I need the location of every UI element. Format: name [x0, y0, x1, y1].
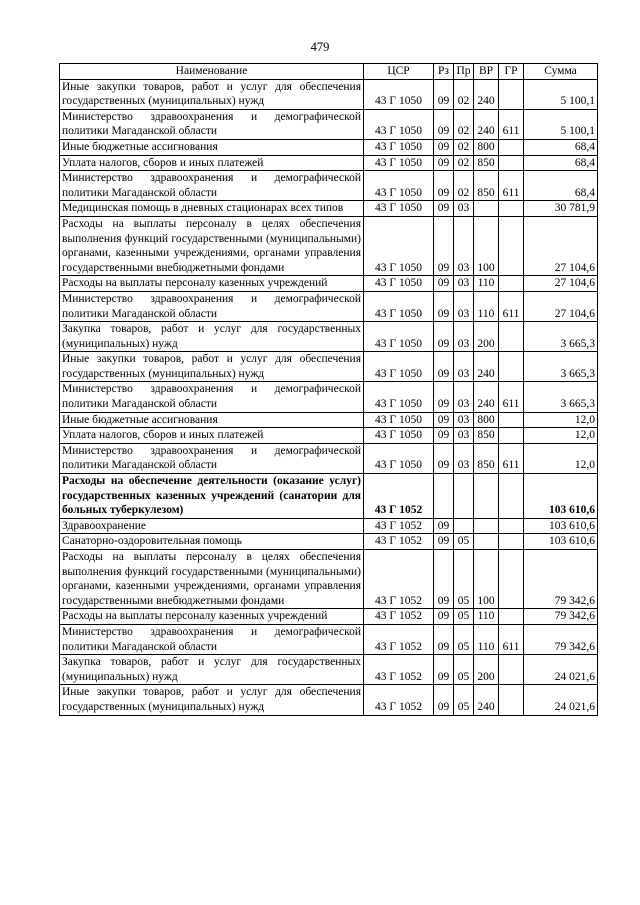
- row-sum: 79 342,6: [524, 609, 598, 625]
- row-name: Министерство здравоохранения и демографической политики Магаданской области: [60, 171, 364, 201]
- row-pr: 03: [454, 352, 474, 382]
- row-gr: [499, 155, 524, 171]
- row-sum: 24 021,6: [524, 685, 598, 715]
- row-csr: 43 Г 1052: [364, 534, 434, 550]
- row-pr: 03: [454, 276, 474, 292]
- row-vr: 240: [474, 685, 499, 715]
- row-sum: 12,0: [524, 443, 598, 473]
- header-name: Наименование: [60, 64, 364, 80]
- row-vr: 850: [474, 428, 499, 444]
- row-vr: 110: [474, 276, 499, 292]
- row-pr: 03: [454, 428, 474, 444]
- row-gr: 611: [499, 624, 524, 654]
- row-sum: 103 610,6: [524, 518, 598, 534]
- row-pr: [454, 518, 474, 534]
- table-row: [60, 352, 598, 382]
- row-pr: 03: [454, 216, 474, 275]
- row-gr: [499, 412, 524, 428]
- row-pr: 02: [454, 109, 474, 139]
- row-sum: 68,4: [524, 155, 598, 171]
- row-rz: 09: [434, 291, 454, 321]
- row-pr: 05: [454, 609, 474, 625]
- row-rz: 09: [434, 609, 454, 625]
- row-vr: 850: [474, 443, 499, 473]
- row-csr: 43 Г 1050: [364, 216, 434, 275]
- row-rz: 09: [434, 550, 454, 609]
- row-sum: 79 342,6: [524, 550, 598, 609]
- row-gr: [499, 609, 524, 625]
- table-row: [60, 534, 598, 550]
- row-rz: 09: [434, 216, 454, 275]
- table-row: [60, 109, 598, 139]
- row-gr: 611: [499, 171, 524, 201]
- row-pr: 05: [454, 655, 474, 685]
- row-rz: 09: [434, 624, 454, 654]
- row-vr: 200: [474, 322, 499, 352]
- row-name: Иные бюджетные ассигнования: [60, 139, 364, 155]
- row-vr: 110: [474, 609, 499, 625]
- row-sum: 27 104,6: [524, 291, 598, 321]
- row-gr: [499, 79, 524, 109]
- row-sum: 27 104,6: [524, 216, 598, 275]
- table-row: [60, 322, 598, 352]
- row-pr: 03: [454, 201, 474, 217]
- row-sum: 79 342,6: [524, 624, 598, 654]
- row-name: Расходы на обеспечение деятельности (оказание услуг) государственных казенных учреждений (санатории для больных туберкулезом): [60, 474, 364, 519]
- row-rz: 09: [434, 155, 454, 171]
- row-csr: 43 Г 1050: [364, 352, 434, 382]
- row-pr: 03: [454, 322, 474, 352]
- row-pr: 02: [454, 139, 474, 155]
- row-gr: [499, 550, 524, 609]
- row-gr: [499, 428, 524, 444]
- row-csr: 43 Г 1050: [364, 276, 434, 292]
- row-pr: 03: [454, 382, 474, 412]
- row-sum: 5 100,1: [524, 109, 598, 139]
- row-gr: [499, 655, 524, 685]
- table-row: [60, 609, 598, 625]
- row-name: Министерство здравоохранения и демографической политики Магаданской области: [60, 382, 364, 412]
- row-gr: [499, 139, 524, 155]
- row-csr: 43 Г 1050: [364, 171, 434, 201]
- row-name: Иные закупки товаров, работ и услуг для обеспечения государственных (муниципальных) нужд: [60, 79, 364, 109]
- row-pr: 02: [454, 79, 474, 109]
- row-pr: 02: [454, 171, 474, 201]
- row-name: Расходы на выплаты персоналу в целях обеспечения выполнения функций государственными (муниципальными) органами, казенными учреждениями, органами управления государственными внебюджетными фондами: [60, 216, 364, 275]
- row-gr: [499, 474, 524, 519]
- row-name: Уплата налогов, сборов и иных платежей: [60, 428, 364, 444]
- row-pr: 03: [454, 443, 474, 473]
- table-row: [60, 428, 598, 444]
- row-csr: 43 Г 1052: [364, 550, 434, 609]
- row-sum: 3 665,3: [524, 322, 598, 352]
- row-sum: 103 610,6: [524, 534, 598, 550]
- row-rz: [434, 474, 454, 519]
- row-vr: 110: [474, 624, 499, 654]
- row-csr: 43 Г 1050: [364, 139, 434, 155]
- row-name: Расходы на выплаты персоналу в целях обеспечения выполнения функций государственными (муниципальными) органами, казенными учреждениями, органами управления государственными внебюджетными фондами: [60, 550, 364, 609]
- table-row: [60, 443, 598, 473]
- row-vr: [474, 201, 499, 217]
- header-rz: Рз: [434, 64, 454, 80]
- row-rz: 09: [434, 201, 454, 217]
- row-vr: 800: [474, 412, 499, 428]
- table-row: [60, 291, 598, 321]
- row-name: Министерство здравоохранения и демографической политики Магаданской области: [60, 291, 364, 321]
- row-vr: 110: [474, 291, 499, 321]
- row-pr: 03: [454, 291, 474, 321]
- row-vr: 850: [474, 155, 499, 171]
- row-vr: 240: [474, 382, 499, 412]
- row-rz: 09: [434, 322, 454, 352]
- row-name: Министерство здравоохранения и демографической политики Магаданской области: [60, 109, 364, 139]
- row-gr: 611: [499, 109, 524, 139]
- row-csr: 43 Г 1050: [364, 412, 434, 428]
- header-row: [60, 64, 598, 80]
- table-row: [60, 79, 598, 109]
- row-csr: 43 Г 1050: [364, 155, 434, 171]
- row-csr: 43 Г 1052: [364, 685, 434, 715]
- row-vr: 100: [474, 216, 499, 275]
- row-pr: 05: [454, 685, 474, 715]
- row-rz: 09: [434, 534, 454, 550]
- row-name: Иные закупки товаров, работ и услуг для обеспечения государственных (муниципальных) нужд: [60, 685, 364, 715]
- row-vr: 200: [474, 655, 499, 685]
- row-rz: 09: [434, 428, 454, 444]
- header-pr: Пр: [454, 64, 474, 80]
- row-csr: 43 Г 1052: [364, 624, 434, 654]
- row-vr: 240: [474, 79, 499, 109]
- row-csr: 43 Г 1050: [364, 291, 434, 321]
- row-name: Иные закупки товаров, работ и услуг для обеспечения государственных (муниципальных) нужд: [60, 352, 364, 382]
- row-vr: 800: [474, 139, 499, 155]
- row-pr: 05: [454, 624, 474, 654]
- row-vr: 240: [474, 109, 499, 139]
- row-sum: 5 100,1: [524, 79, 598, 109]
- row-pr: [454, 474, 474, 519]
- row-gr: [499, 276, 524, 292]
- row-gr: 611: [499, 382, 524, 412]
- row-name: Закупка товаров, работ и услуг для государственных (муниципальных) нужд: [60, 655, 364, 685]
- row-pr: 05: [454, 534, 474, 550]
- row-name: Здравоохранение: [60, 518, 364, 534]
- row-name: Министерство здравоохранения и демографической политики Магаданской области: [60, 624, 364, 654]
- row-rz: 09: [434, 79, 454, 109]
- row-csr: 43 Г 1050: [364, 322, 434, 352]
- row-name: Иные бюджетные ассигнования: [60, 412, 364, 428]
- table-row: [60, 171, 598, 201]
- row-rz: 09: [434, 655, 454, 685]
- row-csr: 43 Г 1050: [364, 382, 434, 412]
- budget-table: [59, 63, 598, 716]
- row-sum: 12,0: [524, 428, 598, 444]
- table-row: [60, 201, 598, 217]
- row-sum: 30 781,9: [524, 201, 598, 217]
- row-sum: 27 104,6: [524, 276, 598, 292]
- row-rz: 09: [434, 518, 454, 534]
- row-name: Уплата налогов, сборов и иных платежей: [60, 155, 364, 171]
- row-csr: 43 Г 1050: [364, 109, 434, 139]
- row-rz: 09: [434, 171, 454, 201]
- header-sum: Сумма: [524, 64, 598, 80]
- table-row: [60, 382, 598, 412]
- page-number: 479: [310, 40, 330, 54]
- header-csr: ЦСР: [364, 64, 434, 80]
- table-row: [60, 474, 598, 519]
- row-gr: [499, 352, 524, 382]
- row-csr: 43 Г 1052: [364, 474, 434, 519]
- row-pr: 02: [454, 155, 474, 171]
- row-sum: 68,4: [524, 171, 598, 201]
- table-row: [60, 139, 598, 155]
- row-name: Министерство здравоохранения и демографической политики Магаданской области: [60, 443, 364, 473]
- row-gr: 611: [499, 443, 524, 473]
- row-pr: 05: [454, 550, 474, 609]
- row-rz: 09: [434, 443, 454, 473]
- row-sum: 12,0: [524, 412, 598, 428]
- row-csr: 43 Г 1052: [364, 655, 434, 685]
- row-csr: 43 Г 1050: [364, 79, 434, 109]
- row-name: Закупка товаров, работ и услуг для государственных (муниципальных) нужд: [60, 322, 364, 352]
- row-gr: [499, 518, 524, 534]
- row-gr: [499, 534, 524, 550]
- row-rz: 09: [434, 109, 454, 139]
- row-rz: 09: [434, 139, 454, 155]
- row-rz: 09: [434, 382, 454, 412]
- row-gr: [499, 216, 524, 275]
- row-sum: 3 665,3: [524, 352, 598, 382]
- row-pr: 03: [454, 412, 474, 428]
- table-row: [60, 518, 598, 534]
- row-name: Медицинская помощь в дневных стационарах всех типов: [60, 201, 364, 217]
- row-sum: 24 021,6: [524, 655, 598, 685]
- table-row: [60, 276, 598, 292]
- table-row: [60, 216, 598, 275]
- row-rz: 09: [434, 276, 454, 292]
- row-vr: 100: [474, 550, 499, 609]
- row-vr: 850: [474, 171, 499, 201]
- row-vr: [474, 518, 499, 534]
- header-gr: ГР: [499, 64, 524, 80]
- row-vr: [474, 474, 499, 519]
- row-name: Санаторно-оздоровительная помощь: [60, 534, 364, 550]
- row-sum: 3 665,3: [524, 382, 598, 412]
- row-sum: 68,4: [524, 139, 598, 155]
- row-gr: [499, 685, 524, 715]
- table-row: [60, 412, 598, 428]
- table-row: [60, 624, 598, 654]
- row-gr: 611: [499, 291, 524, 321]
- table-row: [60, 655, 598, 685]
- row-rz: 09: [434, 685, 454, 715]
- row-csr: 43 Г 1050: [364, 201, 434, 217]
- table-row: [60, 685, 598, 715]
- header-vr: ВР: [474, 64, 499, 80]
- row-vr: [474, 534, 499, 550]
- row-rz: 09: [434, 352, 454, 382]
- row-csr: 43 Г 1050: [364, 428, 434, 444]
- table-row: [60, 155, 598, 171]
- row-rz: 09: [434, 412, 454, 428]
- row-csr: 43 Г 1052: [364, 518, 434, 534]
- row-name: Расходы на выплаты персоналу казенных учреждений: [60, 609, 364, 625]
- row-sum: 103 610,6: [524, 474, 598, 519]
- row-vr: 240: [474, 352, 499, 382]
- row-gr: [499, 322, 524, 352]
- row-name: Расходы на выплаты персоналу казенных учреждений: [60, 276, 364, 292]
- table-row: [60, 550, 598, 609]
- row-csr: 43 Г 1052: [364, 609, 434, 625]
- row-csr: 43 Г 1050: [364, 443, 434, 473]
- row-gr: [499, 201, 524, 217]
